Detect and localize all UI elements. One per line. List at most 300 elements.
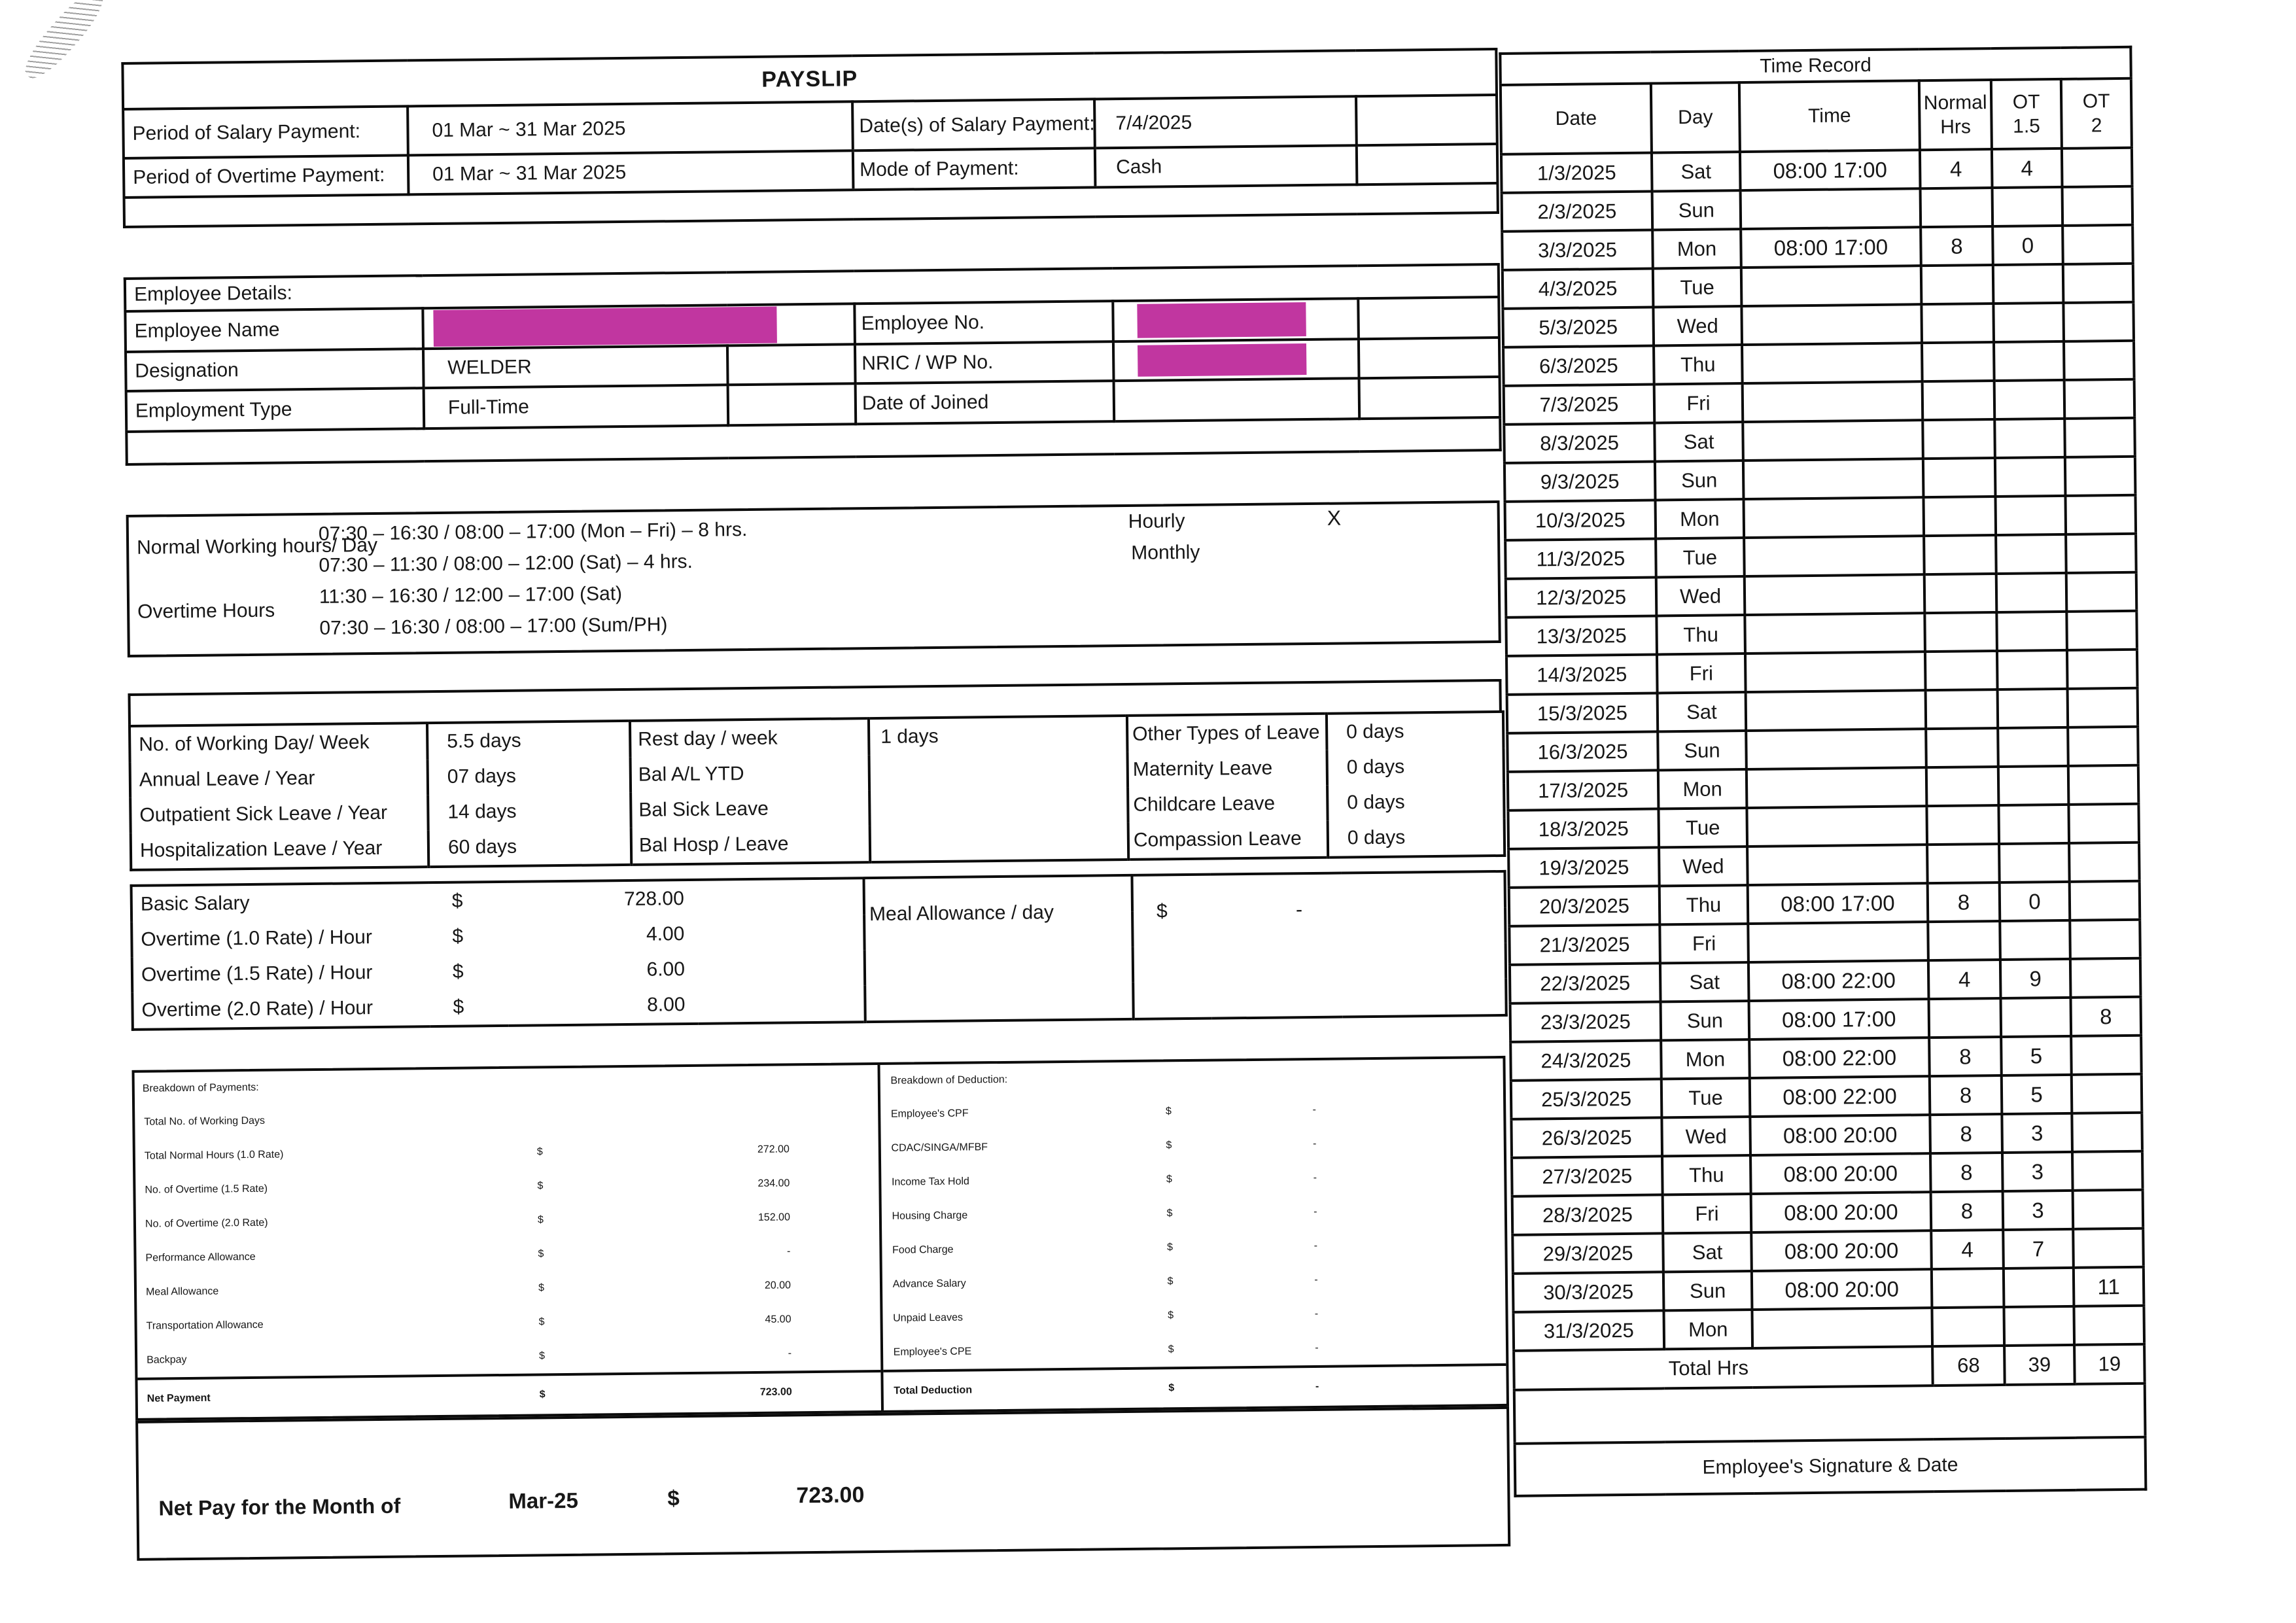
tr-date: 2/3/2025 — [1502, 192, 1653, 232]
leave-label-3: Compassion Leave — [1128, 821, 1329, 860]
deduction-amount: - — [1313, 1240, 1318, 1252]
tr-ot15-hrs — [1993, 303, 2064, 342]
employee-name-label: Employee Name — [125, 308, 423, 352]
tr-ot2-hrs — [2067, 650, 2138, 689]
tr-normal-hrs: 8 — [1921, 226, 1993, 266]
employee-empty-cell — [1358, 297, 1499, 339]
currency-sign: $ — [1166, 1140, 1172, 1151]
tr-ot2-hrs — [2070, 881, 2140, 920]
payment-amount: 20.00 — [764, 1280, 791, 1291]
tr-ot15-hrs — [1994, 341, 2064, 381]
tr-ot2-hrs — [2074, 1306, 2144, 1345]
time-record-row — [1505, 457, 2136, 502]
deduction-label: CDAC/SINGA/MFBF — [891, 1142, 988, 1154]
designation-value: WELDER — [423, 345, 728, 388]
salary-spacer — [697, 878, 865, 916]
tr-normal-hrs — [1926, 805, 1999, 845]
col-header-normal-hrs — [1919, 80, 1992, 150]
time-record-row — [1513, 1267, 2144, 1312]
tr-ot2-hrs — [2066, 534, 2136, 573]
tr-normal-hrs — [1926, 689, 1998, 729]
salary-spacer — [698, 985, 865, 1024]
leave-label-2: Bal Hosp / Leave — [631, 826, 871, 865]
overtime-line2: 07:30 – 16:30 / 08:00 – 17:00 (Sum/PH) — [319, 614, 668, 639]
tr-time — [1744, 536, 1924, 576]
tr-ot15-hrs — [1993, 264, 2064, 304]
tr-time — [1743, 497, 1924, 538]
currency-sign: $ — [537, 1214, 544, 1226]
basic-salary-amount: 728.00 — [623, 888, 684, 911]
tr-normal-hrs — [1921, 188, 1993, 227]
tr-normal-hrs — [1924, 574, 1997, 613]
payment-label: Total No. of Working Days — [144, 1115, 266, 1128]
payslip-title: PAYSLIP — [122, 49, 1497, 109]
tr-ot2-hrs — [2068, 804, 2139, 843]
col-header-ot2-text: OT 2 — [2082, 90, 2110, 137]
tr-ot15-hrs — [2004, 1306, 2074, 1346]
net-payment-label: Net Payment — [147, 1392, 211, 1405]
employee-no-value-cell — [1113, 298, 1359, 341]
total-deduction-amount: - — [1315, 1380, 1319, 1392]
salary-spacer — [697, 915, 865, 952]
tr-ot15-hrs — [1994, 419, 2065, 458]
salary-empty-cell — [1133, 947, 1212, 983]
tr-day: Thu — [1654, 345, 1743, 384]
leave-value-3: 0 days — [1347, 791, 1405, 814]
tr-ot2-hrs — [2062, 148, 2132, 187]
leave-value-2 — [869, 752, 1128, 790]
time-record-row — [1510, 997, 2142, 1042]
leave-label-1: No. of Working Day/ Week — [130, 723, 428, 763]
currency-sign: $ — [451, 890, 463, 912]
total-hrs-label: Total Hrs — [1514, 1346, 1933, 1390]
tr-normal-hrs — [1924, 535, 1996, 574]
currency-sign: $ — [1165, 1106, 1172, 1117]
payslip-header-table — [121, 48, 1499, 228]
tr-ot15-hrs: 9 — [2000, 959, 2071, 998]
total-deduction-row — [883, 1363, 1506, 1410]
employee-no-redaction — [1137, 302, 1306, 338]
tr-ot15-hrs — [1995, 457, 2066, 497]
tr-time — [1741, 188, 1921, 229]
tr-ot2-hrs — [2072, 1113, 2142, 1152]
tr-ot2-hrs — [2063, 302, 2134, 341]
employee-name-redaction — [433, 307, 777, 347]
col-header-ot15 — [1991, 79, 2062, 149]
tr-normal-hrs — [1932, 1268, 2004, 1308]
time-record-row — [1505, 495, 2136, 540]
time-record-row — [1512, 1229, 2144, 1274]
overtime-line1: 11:30 – 16:30 / 12:00 – 17:00 (Sat) — [319, 583, 623, 608]
hourly-label: Hourly — [1128, 510, 1185, 532]
tr-ot15-hrs — [1998, 689, 2068, 728]
tr-normal-hrs — [1932, 1307, 2004, 1346]
tr-date: 3/3/2025 — [1502, 230, 1653, 270]
tr-day: Sat — [1658, 692, 1747, 731]
time-record-row — [1506, 572, 2137, 618]
payment-amount: 272.00 — [757, 1143, 790, 1155]
period-overtime-label: Period of Overtime Payment: — [124, 155, 409, 198]
tr-ot15-hrs: 0 — [2000, 882, 2070, 921]
tr-time — [1748, 922, 1928, 962]
tr-normal-hrs — [1922, 342, 1994, 381]
tr-date: 9/3/2025 — [1505, 461, 1656, 501]
tr-time: 08:00 17:00 — [1740, 150, 1921, 190]
tr-ot2-hrs — [2063, 264, 2134, 303]
time-record-column — [1499, 46, 2144, 1497]
tr-date: 28/3/2025 — [1512, 1195, 1663, 1234]
tr-ot15-hrs: 0 — [1992, 226, 2063, 265]
tr-ot15-hrs — [1994, 380, 2065, 419]
time-record-row — [1502, 225, 2133, 270]
meal-allowance-day-label: Meal Allowance / day — [863, 875, 1132, 950]
tr-normal-hrs — [1921, 265, 1994, 304]
tr-date: 13/3/2025 — [1506, 616, 1657, 655]
tr-ot15-hrs — [1995, 496, 2066, 535]
tr-normal-hrs — [1922, 419, 1995, 459]
col-header-ot15-text: OT 1.5 — [2012, 90, 2041, 137]
tr-time — [1741, 266, 1922, 306]
currency-sign: $ — [538, 1248, 544, 1260]
time-record-row — [1511, 1074, 2142, 1119]
payment-amount: 234.00 — [757, 1178, 790, 1189]
tr-normal-hrs — [1924, 612, 1997, 652]
deduction-amount: - — [1313, 1138, 1317, 1150]
tr-day: Mon — [1663, 1310, 1752, 1349]
employee-spacer-cell — [727, 344, 856, 385]
payments-heading: Breakdown of Payments: — [142, 1081, 259, 1094]
tr-ot2-hrs: 11 — [2074, 1267, 2144, 1306]
tr-ot15-hrs — [1998, 727, 2068, 767]
tr-ot15-hrs — [1996, 612, 2067, 651]
payment-amount — [582, 1115, 789, 1117]
tr-ot2-hrs — [2069, 843, 2140, 882]
time-record-row — [1506, 611, 2137, 656]
leave-label-3: Childcare Leave — [1128, 786, 1328, 823]
payments-rows — [135, 1098, 880, 1378]
payment-amount: - — [788, 1348, 792, 1359]
tr-day: Sat — [1654, 422, 1743, 461]
net-pay-amount: 723.00 — [796, 1482, 865, 1509]
tr-day: Sun — [1655, 461, 1744, 500]
tr-normal-hrs: 8 — [1930, 1075, 2002, 1115]
date-salary-label: Date(s) of Salary Payment: — [852, 99, 1095, 150]
deductions-rows — [880, 1091, 1506, 1370]
tr-ot2-hrs — [2066, 572, 2137, 612]
time-record-row — [1509, 881, 2140, 926]
tr-normal-hrs — [1923, 458, 1996, 497]
tr-ot2-hrs — [2072, 1151, 2143, 1191]
payment-label: Transportation Allowance — [146, 1319, 264, 1332]
tr-time: 08:00 22:00 — [1749, 1038, 1930, 1078]
currency-sign: $ — [537, 1180, 544, 1192]
employee-details-table — [124, 263, 1502, 466]
leave-value-3: 0 days — [1346, 756, 1405, 778]
tr-normal-hrs — [1925, 651, 1998, 690]
tr-ot15-hrs — [1996, 573, 2067, 612]
employment-type-label: Employment Type — [126, 388, 425, 432]
payment-label: Performance Allowance — [145, 1251, 256, 1264]
net-payment-amount: 723.00 — [759, 1386, 792, 1398]
tr-time — [1743, 459, 1924, 499]
tr-ot15-hrs — [1998, 805, 2069, 844]
payment-label: Meal Allowance — [145, 1285, 219, 1298]
deduction-label: Employee's CPE — [893, 1346, 972, 1358]
tr-date: 15/3/2025 — [1507, 693, 1658, 733]
tr-normal-hrs: 8 — [1931, 1191, 2004, 1230]
payment-amount: 152.00 — [757, 1212, 791, 1223]
tr-day: Sun — [1661, 1001, 1750, 1040]
date-joined-value-cell — [1114, 378, 1360, 421]
tr-date: 25/3/2025 — [1511, 1079, 1662, 1119]
tr-time: 08:00 20:00 — [1752, 1269, 1932, 1310]
net-pay-month: Mar-25 — [508, 1488, 579, 1513]
tr-date: 17/3/2025 — [1508, 770, 1659, 810]
payment-amount: - — [787, 1246, 791, 1257]
tr-ot2-hrs — [2073, 1229, 2144, 1268]
tr-ot15-hrs: 5 — [2002, 1075, 2072, 1114]
period-salary-value: 01 Mar ~ 31 Mar 2025 — [408, 101, 853, 155]
deduction-amount: - — [1313, 1172, 1317, 1184]
tr-day: Mon — [1652, 229, 1741, 268]
normal-hours-line1: 07:30 – 16:30 / 08:00 – 17:00 (Mon – Fri) – 8 hrs. — [318, 519, 748, 545]
payslip-document — [121, 18, 2185, 1590]
time-record-row — [1503, 341, 2134, 386]
leave-value-2 — [869, 788, 1128, 826]
leave-value-1: 5.5 days — [427, 721, 631, 759]
tr-time — [1745, 613, 1925, 654]
tr-date: 21/3/2025 — [1509, 924, 1660, 964]
tr-date: 5/3/2025 — [1503, 307, 1654, 347]
tr-normal-hrs — [1922, 381, 1995, 420]
payment-label: No. of Overtime (1.5 Rate) — [145, 1183, 268, 1196]
currency-sign: $ — [1156, 900, 1168, 922]
time-record-row — [1501, 148, 2132, 193]
payments-box — [135, 1065, 884, 1418]
tr-date: 29/3/2025 — [1512, 1233, 1663, 1273]
leave-value-3: 0 days — [1347, 826, 1406, 849]
deduction-amount: - — [1314, 1308, 1319, 1319]
time-record-row — [1507, 727, 2138, 772]
tr-time — [1747, 806, 1927, 846]
salary-empty-cell — [1211, 945, 1343, 982]
payment-amount: 45.00 — [765, 1314, 791, 1325]
tr-normal-hrs: 4 — [1920, 149, 1992, 188]
tr-date: 18/3/2025 — [1508, 809, 1659, 848]
pencil-scribble-mark — [17, 0, 112, 86]
time-record-row — [1503, 302, 2134, 347]
leave-label-1: Annual Leave / Year — [130, 759, 428, 798]
deduction-label: Employee's CPF — [890, 1108, 969, 1120]
designation-label: Designation — [126, 349, 424, 391]
tr-normal-hrs — [1923, 497, 1996, 536]
salary-empty-cell — [865, 947, 1134, 985]
tr-day: Tue — [1656, 538, 1745, 577]
nric-label: NRIC / WP No. — [855, 341, 1114, 383]
tr-time — [1746, 690, 1926, 731]
tr-time — [1741, 304, 1922, 345]
payment-label: No. of Overtime (2.0 Rate) — [145, 1217, 268, 1230]
tr-date: 27/3/2025 — [1512, 1156, 1663, 1196]
deduction-amount: - — [1313, 1206, 1317, 1218]
tr-ot2-hrs — [2064, 341, 2134, 380]
hourly-checked-mark: X — [1327, 506, 1342, 530]
leave-label-2: Rest day / week — [630, 718, 869, 758]
tr-day: Thu — [1662, 1155, 1751, 1195]
time-record-title: Time Record — [1500, 47, 2131, 85]
time-record-row — [1508, 804, 2139, 849]
tr-day: Tue — [1658, 808, 1747, 847]
tr-ot15-hrs: 3 — [2002, 1152, 2073, 1191]
tr-day: Tue — [1653, 268, 1742, 307]
tr-date: 30/3/2025 — [1513, 1272, 1664, 1312]
tr-day: Sun — [1658, 731, 1747, 770]
tr-ot2-hrs — [2065, 457, 2136, 496]
time-record-row — [1509, 920, 2140, 965]
tr-ot2-hrs — [2071, 1036, 2142, 1075]
tr-ot15-hrs: 5 — [2001, 1036, 2072, 1075]
time-record-row — [1510, 1036, 2142, 1081]
tr-ot2-hrs — [2064, 379, 2135, 419]
time-record-row — [1504, 379, 2135, 425]
time-record-row — [1508, 765, 2139, 811]
time-record-row — [1513, 1306, 2144, 1351]
employee-details-heading: Employee Details: — [125, 264, 1499, 311]
tr-date: 22/3/2025 — [1510, 963, 1661, 1003]
time-record-row — [1506, 650, 2138, 695]
col-header-normal-hrs-text: Normal Hrs — [1923, 91, 1987, 138]
employee-empty-cell — [1359, 377, 1501, 419]
currency-sign: $ — [538, 1282, 545, 1294]
payment-label: Total Normal Hours (1.0 Rate) — [144, 1149, 284, 1162]
time-record-row — [1502, 186, 2133, 232]
total-normal-hrs: 68 — [1932, 1346, 2005, 1386]
currency-sign: $ — [538, 1316, 545, 1328]
tr-day: Wed — [1656, 576, 1745, 616]
signature-blank-area — [1514, 1384, 2146, 1444]
ot10-rate-amount: 4.00 — [646, 923, 685, 945]
tr-time — [1747, 767, 1927, 808]
meal-allowance-day-value: - — [1295, 899, 1303, 921]
tr-date: 23/3/2025 — [1510, 1002, 1661, 1041]
employee-spacer-cell — [728, 383, 856, 425]
currency-sign: $ — [1168, 1382, 1175, 1394]
net-pay-label: Net Pay for the Month of — [158, 1493, 401, 1520]
header-empty-cell — [1356, 95, 1497, 145]
tr-ot2-hrs — [2068, 688, 2138, 727]
tr-date: 31/3/2025 — [1513, 1310, 1664, 1350]
tr-ot15-hrs: 3 — [2002, 1113, 2072, 1153]
tr-date: 20/3/2025 — [1509, 886, 1660, 926]
tr-date: 7/3/2025 — [1504, 384, 1655, 424]
basic-salary-label: Basic Salary — [140, 892, 250, 915]
tr-ot2-hrs — [2062, 225, 2133, 264]
tr-time — [1745, 652, 1926, 692]
deductions-heading: Breakdown of Deduction: — [890, 1073, 1008, 1087]
currency-sign: $ — [453, 996, 464, 1018]
salary-empty-cell — [1211, 981, 1343, 1019]
net-payment-row — [137, 1370, 880, 1418]
time-record-row — [1512, 1151, 2143, 1196]
tr-date: 11/3/2025 — [1505, 538, 1656, 578]
tr-ot15-hrs — [2000, 920, 2070, 960]
tr-ot2-hrs — [2068, 727, 2138, 766]
nric-redaction — [1138, 343, 1306, 377]
ot20-rate-label: Overtime (2.0 Rate) / Hour — [141, 997, 374, 1021]
employment-type-value: Full-Time — [424, 385, 729, 428]
tr-ot15-hrs — [2004, 1268, 2074, 1307]
deduction-label: Housing Charge — [892, 1210, 968, 1222]
ot15-rate-label: Overtime (1.5 Rate) / Hour — [141, 962, 373, 986]
time-record-row — [1512, 1190, 2144, 1235]
tr-time: 08:00 22:00 — [1748, 960, 1929, 1001]
leave-label-1: Outpatient Sick Leave / Year — [130, 795, 428, 833]
tr-ot2-hrs — [2062, 186, 2133, 226]
tr-day: Sun — [1663, 1271, 1752, 1310]
tr-ot15-hrs — [1998, 766, 2069, 805]
time-record-row — [1507, 688, 2138, 733]
tr-day: Thu — [1656, 615, 1745, 654]
ot20-rate-amount: 8.00 — [646, 994, 686, 1016]
leave-rows — [130, 712, 1505, 870]
tr-ot15-hrs — [1996, 534, 2066, 574]
deductions-box — [880, 1058, 1506, 1410]
leave-value-1: 14 days — [428, 793, 631, 830]
date-salary-value: 7/4/2025 — [1094, 96, 1357, 148]
tr-date: 24/3/2025 — [1510, 1040, 1661, 1080]
nric-value-cell — [1113, 339, 1359, 381]
currency-sign: $ — [1166, 1208, 1173, 1219]
tr-day: Sat — [1652, 152, 1741, 191]
leave-label-1: Hospitalization Leave / Year — [131, 830, 429, 870]
deduction-label: Unpaid Leaves — [893, 1312, 964, 1324]
currency-sign: $ — [1168, 1344, 1174, 1355]
tr-day: Mon — [1661, 1039, 1750, 1079]
leave-label-3: Other Types of Leave — [1127, 714, 1327, 752]
tr-ot2-hrs — [2070, 958, 2141, 998]
deduction-label: Food Charge — [892, 1244, 954, 1256]
tr-ot2-hrs — [2073, 1190, 2144, 1229]
time-record-row — [1505, 534, 2136, 579]
tr-date: 12/3/2025 — [1506, 577, 1657, 617]
leave-value-3: 0 days — [1346, 720, 1404, 743]
currency-sign: $ — [1166, 1242, 1174, 1253]
currency-sign: $ — [1167, 1276, 1174, 1287]
tr-date: 14/3/2025 — [1506, 654, 1658, 694]
col-header-date: Date — [1501, 84, 1652, 154]
tr-date: 8/3/2025 — [1504, 423, 1655, 462]
employee-name-value-cell — [423, 304, 855, 349]
time-record-rows — [1501, 148, 2144, 1351]
currency-sign: $ — [452, 925, 464, 947]
tr-ot2-hrs — [2065, 495, 2136, 534]
total-ot15-hrs: 39 — [2004, 1345, 2075, 1385]
tr-time — [1746, 729, 1926, 769]
tr-day: Sat — [1660, 962, 1749, 1002]
total-ot2-hrs: 19 — [2074, 1344, 2145, 1384]
tr-day: Sun — [1652, 190, 1741, 230]
tr-time: 08:00 17:00 — [1748, 883, 1928, 924]
tr-normal-hrs: 4 — [1931, 1230, 2004, 1269]
tr-normal-hrs — [1928, 921, 2000, 960]
tr-time — [1743, 420, 1923, 461]
tr-day: Thu — [1660, 885, 1748, 924]
tr-time — [1752, 1308, 1932, 1348]
tr-time — [1743, 381, 1923, 422]
salary-empty-cell — [1133, 982, 1212, 1019]
ot15-rate-amount: 6.00 — [646, 958, 686, 981]
monthly-label: Monthly — [1131, 541, 1200, 564]
